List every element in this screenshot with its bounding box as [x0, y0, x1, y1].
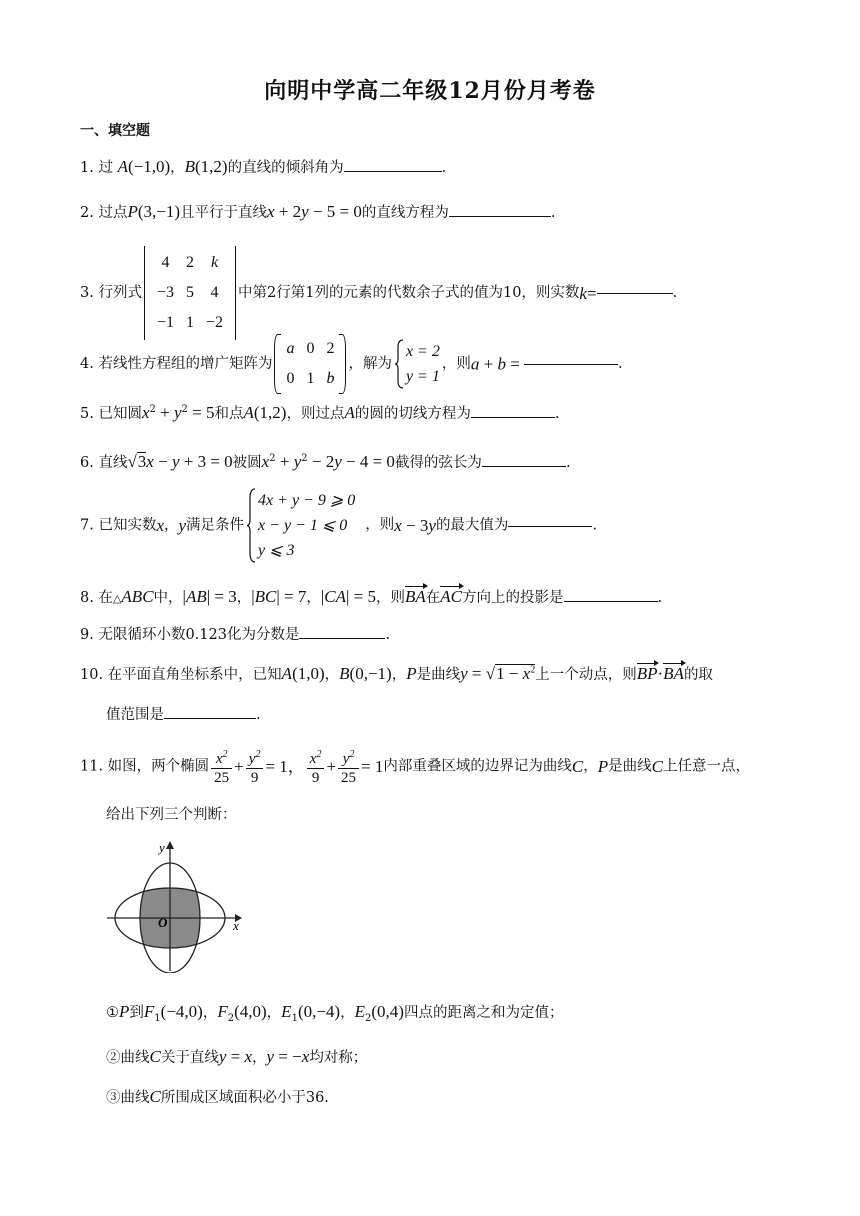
answer-blank[interactable] — [449, 215, 551, 217]
answer-blank[interactable] — [482, 465, 566, 467]
question-1: 1. 过 A(−1,0)，B(1,2)的直线的倾斜角为 . — [80, 157, 447, 176]
answer-blank[interactable] — [597, 292, 673, 294]
question-2: 2. 过点P(3,−1)且平行于直线x + 2y − 5 = 0的直线方程为 . — [80, 202, 556, 221]
judgement-1: ①P到$F_1(-4,0)$，$F_2(4,0)$，$E_1(0,-4)$，$E_2(0,4)$四点的距离之和为定值； — [106, 1002, 564, 1024]
solution-system: x = 2 y = 1 — [394, 339, 440, 389]
question-9: 9. 无限循环小数0.123化为分数是 . — [80, 627, 391, 643]
page-title: 向明中学高二年级12月份月考卷 — [264, 78, 596, 104]
question-11-cont: 给出下列三个判断： — [106, 807, 237, 823]
x-axis-label: x — [233, 918, 239, 933]
question-10-cont: 值范围是 . — [106, 707, 261, 723]
question-8: 8. 在△ABC中，|AB| = 3，|BC| = 7，|CA| = 5，则BA在AC方向上的投影是 . — [80, 587, 663, 606]
judgement-3: ③曲线C所围成区域面积必小于36. — [106, 1087, 329, 1106]
ellipse-figure — [105, 838, 245, 977]
question-3: 3. 行列式 4 2 k −3 5 4 −1 1 −2 中第2行第1列的元素的代数余子式的值为10，则实数k= . — [80, 246, 677, 340]
question-4: 4. 若线性方程组的增广矩阵为 a 0 2 0 1 b ，解为 x = 2 y = 1 ，则a + b = . — [80, 334, 623, 394]
answer-blank[interactable] — [344, 170, 442, 172]
origin-label: O — [158, 915, 168, 930]
answer-blank[interactable] — [564, 600, 658, 602]
y-axis-label: y — [159, 840, 165, 855]
question-10: 10. 在平面直角坐标系中，已知A(1,0)，B(0,−1)，P是曲线$y = √1 - x^2$上一个动点，则BP·BA的取 — [80, 664, 713, 683]
constraint-system: 4x + y − 9 ⩾ 0 x − y − 1 ⩽ 0 y ⩽ 3 — [246, 488, 355, 563]
question-5: 5. 已知圆$x^2 + y^2 = 5$和点A(1,2)，则过点A的圆的切线方程为 . — [80, 403, 560, 422]
answer-blank[interactable] — [524, 363, 618, 365]
augmented-matrix: a 0 2 0 1 b — [274, 334, 346, 394]
question-6: 6. 直线√3x − y + 3 = 0被圆$x^2 + y^2 - 2y - 4 = 0$截得的弦长为 . — [80, 452, 571, 471]
question-7: 7. 已知实数x，y满足条件 4x + y − 9 ⩾ 0 x − y − 1 ⩽ 0 y ⩽ 3 ，则x − 3y的最大值为 . — [80, 488, 597, 563]
question-11: 11. 如图，两个椭圆 $\frac{x^2}{25}$ + $\frac{y^2}{9}$ = 1， $\frac{x^2}{9}$ + $\frac{y^2}{25}$ = 1内部重叠区域的边界记为曲线C，P是曲线C上任意一点， — [80, 746, 750, 787]
section-heading: 一、填空题 — [80, 123, 150, 139]
determinant: 4 2 k −3 5 4 −1 1 −2 — [144, 246, 236, 340]
answer-blank[interactable] — [508, 525, 592, 527]
judgement-2: ②曲线C关于直线y = x，y = −x均对称； — [106, 1047, 368, 1066]
answer-blank[interactable] — [164, 717, 256, 719]
answer-blank[interactable] — [471, 416, 555, 418]
answer-blank[interactable] — [299, 637, 385, 639]
